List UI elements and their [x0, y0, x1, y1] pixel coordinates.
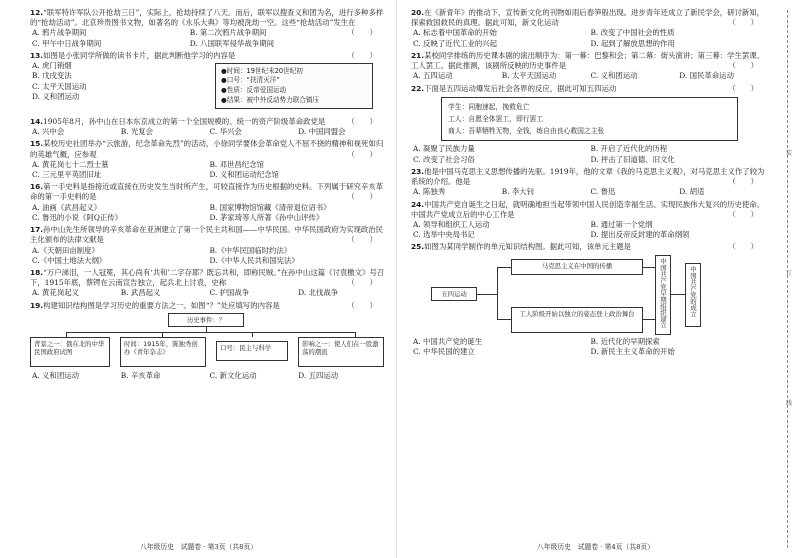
option-d[interactable]: D. 茅家琦等人所著《孙中山评传》: [209, 212, 324, 222]
event-title-box: 历史事件：？: [168, 313, 244, 327]
option-b[interactable]: B. 太平天国运动: [501, 71, 557, 81]
option-a[interactable]: A. 领导和组织工人运动: [413, 219, 490, 229]
question-21-stem: 某校同学排练的历史课本剧的演出顺序为：第一幕：巴黎和会；第二幕：街头演讲；第三幕：学生罢课、工人罢工。据此推测，该剧所反映的历史事件是: [411, 50, 765, 71]
option-b[interactable]: B. 第二次鸦片战争期间: [189, 28, 267, 38]
card-line: ●性质：反帝爱国运动: [221, 85, 287, 94]
question-12-stem: “联军特许军队公开抢劫三日”，实际上，抢劫持续了八天。而后，联军以搜查义和团为名，进行多种多样的“抢劫活动”。北京珍贵图书文物，如著名的《永乐大典》等均被洗劫一空。这些“抢劫活动”发生在: [30, 8, 384, 28]
question-15: 15.某校历史社团举办“云旅游，纪念革命先烈”的活动，小徐同学要体会革命党人不屈不挠的精神和视死如归的英雄气概，应参观 （ ） A. 黄花岗七十二烈士墓 B. 邓世昌纪念馆 C. 三元里平英团旧址 D. 义和团运动纪念馆: [30, 139, 387, 180]
option-b[interactable]: B.《中华民国临时约法》: [209, 245, 292, 255]
option-c[interactable]: C. 新文化运动: [209, 370, 257, 380]
option-a[interactable]: A.《天朝田亩制度》: [32, 245, 99, 255]
binding-line: [787, 10, 788, 548]
slogan-box: 口号：民主与科学: [216, 341, 288, 361]
option-c[interactable]: C. 华兴会: [209, 127, 242, 137]
question-25: 25.如图为某同学制作的单元知识结构图。据此可知，该单元主题是 （ ） 五四运动 马克思主义在中国的传播 工人阶级开始以独立的姿态登上政治舞台 中国共产党早期组织建立 中国共产党的成立 A. 中国共产党的诞生 B. 近代化的早期探索 C. 中华民国的建立 D. 新民主主义革命的开始: [411, 242, 768, 357]
binding-mark: 订: [785, 270, 792, 277]
early-party-org-box: 中国共产党早期组织建立: [655, 255, 671, 335]
option-d[interactable]: D. 抨击了旧道德、旧文化: [590, 154, 675, 164]
option-b[interactable]: B. 通过第一个党纲: [590, 219, 653, 229]
connector: [643, 267, 655, 268]
answer-paren[interactable]: （ ）: [728, 177, 758, 187]
answer-paren[interactable]: （ ）: [347, 278, 377, 288]
option-a[interactable]: A. 黄花岗七十二烈士墓: [32, 159, 109, 169]
answer-paren[interactable]: （ ）: [728, 61, 758, 71]
answer-paren[interactable]: （ ）: [728, 83, 758, 93]
answer-paren[interactable]: （ ）: [347, 28, 377, 38]
answer-paren[interactable]: （ ）: [728, 242, 758, 252]
option-c[interactable]: C.《中国土地法大纲》: [32, 255, 107, 265]
option-d[interactable]: D. 起到了解放思想的作用: [590, 38, 675, 48]
question-24: 24.中国共产党自诞生之日起，就明确地担当起带领中国人民创造幸福生活、实现民族伟大复兴的历史使命。中国共产党成立后的中心工作是 （ ） A. 领导和组织工人运动 B. 通过第一个党纲 C. 选举中央局书记 D. 提出反帝反封建的革命纲领: [411, 200, 768, 241]
option-b[interactable]: B. 改变了中国社会的性质: [590, 28, 675, 38]
option-d[interactable]: D. 五四运动: [298, 370, 339, 380]
question-15-stem: 某校历史社团举办“云旅游，纪念革命先烈”的活动，小徐同学要体会革命党人不屈不挠的精神和视死如归的英雄气概，应参观: [30, 139, 384, 159]
option-a[interactable]: A. 鸦片战争期间: [32, 28, 87, 38]
card-line: ●口号：“扶清灭洋”: [221, 76, 280, 85]
option-b[interactable]: B. 开启了近代化的历程: [590, 144, 668, 154]
page-footer: 八年级历史 试题卷 · 第3页（共8页）: [139, 542, 258, 551]
question-14-stem: 1905年8月，孙中山在日本东京成立的第一个全国规模的、统一的资产阶级革命政党是: [43, 116, 326, 126]
option-d[interactable]: D. 国民革命运动: [679, 71, 734, 81]
option-d[interactable]: D. 义和团运动: [32, 91, 80, 101]
binding-mark: 装: [785, 150, 792, 157]
answer-paren[interactable]: （ ）: [347, 300, 377, 310]
question-22: 22.下面是五四运动爆发后社会各界的反应，据此可知五四运动 （ ） 学生：同胞速起，挽救危亡 工人：自愿全体罢工，即行罢工 商人：吾辈牺牲无物，全钱，练自由良心救国之主张 A. 凝聚了民族力量 B. 开启了近代化的历程 C. 改变了社会习俗 D. 抨击了旧道德、旧文化: [411, 84, 768, 165]
option-b[interactable]: B. 辛亥革命: [120, 370, 161, 380]
time-box: 时间：1915年，陈独秀创办《青年杂志》: [120, 337, 206, 367]
connector: [671, 294, 685, 295]
question-12: 12.“联军特许军队公开抢劫三日”，实际上，抢劫持续了八天。而后，联军以搜查义和团为名，进行多种多样的“抢劫活动”。北京珍贵图书文物，如著名的《永乐大典》等均被洗劫一空。这些“抢劫活动”发生在 （ ） A. 鸦片战争期间 B. 第二次鸦片战争期间 C. 甲午中日战争期间 D. 八国联军侵华战争期间: [30, 8, 384, 48]
option-d[interactable]: D. 中国同盟会: [298, 127, 346, 137]
question-24-stem: 中国共产党自诞生之日起，就明确地担当起带领中国人民创造幸福生活、实现民族伟大复兴的历史使命。中国共产党成立后的中心工作是: [411, 199, 765, 219]
connector: [497, 319, 511, 320]
page-footer: 八年级历史 试题卷 · 第4页（共8页）: [536, 542, 655, 551]
option-c[interactable]: C. 护国战争: [209, 288, 250, 298]
question-18: 18.“万户涕泪，一人冠冕，其心尚有‘共和’二字存耶？既忘共和，即称民贼。”在孙中山这篇《讨袁檄文》号召下，1915年底，蔡锷在云南宣告独立，起兵北上讨袁，史称 （ ） A. 黄花岗起义 B. 武昌起义 C. 护国战争 D. 北伐战争: [30, 268, 387, 299]
question-13-stem: 如图是小张同学所做的读书卡片，据此判断他学习的内容是: [43, 50, 236, 60]
option-a[interactable]: A. 标志着中国革命的开始: [413, 28, 497, 38]
option-d[interactable]: D.《中华人民共和国宪法》: [209, 255, 299, 265]
quotes-box: [441, 97, 738, 142]
option-b[interactable]: B. 国家博物馆馆藏《清帝退位诏书》: [209, 202, 331, 212]
card-line: ●时间：19世纪末20世纪初: [221, 66, 303, 75]
option-b[interactable]: B. 近代化的早期探索: [590, 336, 660, 346]
option-c[interactable]: C. 中华民国的建立: [413, 346, 475, 356]
question-20-stem: 在《新青年》的推动下，宣传新文化的刊物如雨后春笋般出现。进步青年还成立了新民学会，研讨新知，探索救国救民的真理。据此可知，新文化运动: [411, 8, 765, 28]
quote-workers: 工人：自愿全体罢工，即行罢工: [448, 114, 544, 123]
option-a[interactable]: A. 五四运动: [413, 71, 453, 81]
option-d[interactable]: D. 胡适: [679, 187, 705, 197]
option-c[interactable]: C. 鲁迅的小说《阿Q正传》: [32, 212, 123, 222]
option-b[interactable]: B. 戊戌变法: [32, 71, 72, 81]
question-21: 21.某校同学排练的历史课本剧的演出顺序为：第一幕：巴黎和会；第二幕：街头演讲；第三幕：学生罢课、工人罢工。据此推测，该剧所反映的历史事件是 （ ） A. 五四运动 B. 太平天国运动 C. 义和团运动 D. 国民革命运动: [411, 51, 768, 82]
question-17-stem: 孙中山先生所领导的辛亥革命在亚洲建立了第一个民主共和国——中华民国。中华民国政府为实现政治民主化颁布的法律文献是: [30, 225, 384, 245]
question-13: 13.如图是小张同学所做的读书卡片，据此判断他学习的内容是 （ ） ●时间：19世纪末20世纪初 ●口号：“扶清灭洋” ●性质：反帝爱国运动 ●结果：被中外反动势力联合镇压 A. 虎门销烟 B. 戊戌变法 C. 太平天国运动 D. 义和团运动: [30, 51, 387, 115]
connector: [497, 267, 498, 319]
option-c[interactable]: C. 义和团运动: [590, 71, 638, 81]
question-20: 20.在《新青年》的推动下，宣传新文化的刊物如雨后春笋般出现。进步青年还成立了新民学会，研讨新知，探索救国救民的真理。据此可知，新文化运动 （ ） A. 标志着中国革命的开始 B. 改变了中国社会的性质 C. 反映了近代工业的兴起 D. 起到了解放思想的作用: [411, 8, 768, 49]
question-16: 16.第一手史料是指接近或直接在历史发生当时所产生，可较直接作为历史根据的史料。下列属于研究辛亥革命的第一手史料的是 （ ） A. 油画《武昌起义》 B. 国家博物馆馆藏《清帝退位诏书》 C. 鲁迅的小说《阿Q正传》 D. 茅家琦等人所著《孙中山评传》: [30, 182, 387, 223]
answer-paren[interactable]: （ ）: [347, 50, 377, 60]
option-b[interactable]: B. 邓世昌纪念馆: [209, 159, 264, 169]
question-16-stem: 第一手史料是指接近或直接在历史发生当时所产生，可较直接作为历史根据的史料。下列属于研究辛亥革命的第一手史料的是: [30, 182, 384, 202]
option-c[interactable]: C. 甲午中日战争期间: [32, 38, 102, 48]
option-b[interactable]: B. 光复会: [120, 127, 154, 137]
question-14: 14.1905年8月，孙中山在日本东京成立的第一个全国规模的、统一的资产阶级革命政党是 （ ） A. 兴中会 B. 光复会 C. 华兴会 D. 中国同盟会: [30, 117, 387, 137]
background-box: 背景之一：俄在北的中华民国政府试图: [30, 337, 110, 367]
question-23: 23.他是中国马克思主义思想传播的先驱。1919年，他的文章《我的马克思主义观》，对马克思主义作了较为系统的介绍。他是 （ ） A. 陈独秀 B. 李大钊 C. 鲁迅 D. 胡适: [411, 167, 768, 198]
option-a[interactable]: A. 中国共产党的诞生: [413, 336, 483, 346]
reading-card: [215, 63, 373, 109]
unit-structure-diagram: [411, 255, 768, 335]
connector: [252, 332, 253, 337]
working-class-box: 工人阶级开始以独立的姿态登上政治舞台: [511, 307, 643, 333]
impact-box: 影响之一：使人们在一股激荡的潮流: [298, 337, 384, 367]
option-d[interactable]: D. 八国联军侵华战争期间: [189, 38, 274, 48]
party-founding-box: 中国共产党的成立: [685, 263, 701, 327]
option-a[interactable]: A. 虎门销烟: [32, 61, 72, 71]
right-page: [397, 0, 794, 558]
option-c[interactable]: C. 三元里平英团旧址: [32, 169, 102, 179]
option-a[interactable]: A. 油画《武昌起义》: [32, 202, 102, 212]
question-17: 17.孙中山先生所领导的辛亥革命在亚洲建立了第一个民主共和国——中华民国。中华民国政府为实现政治民主化颁布的法律文献是 （ ） A.《天朝田亩制度》 B.《中华民国临时约法》 C.《中国土地法大纲》 D.《中华人民共和国宪法》: [30, 225, 387, 266]
question-23-stem: 他是中国马克思主义思想传播的先驱。1919年，他的文章《我的马克思主义观》，对马克思主义作了较为系统的介绍。他是: [411, 166, 765, 187]
knowledge-diagram: [30, 313, 387, 369]
option-c[interactable]: C. 鲁迅: [590, 187, 616, 197]
marxism-spread-box: 马克思主义在中国的传播: [511, 259, 643, 275]
answer-paren[interactable]: （ ）: [728, 209, 758, 219]
connector: [497, 267, 511, 268]
connector: [477, 294, 497, 295]
option-a[interactable]: A. 黄花岗起义: [32, 288, 79, 298]
option-a[interactable]: A. 兴中会: [32, 127, 65, 137]
option-a[interactable]: A. 义和团运动: [32, 370, 79, 380]
may-fourth-box: 五四运动: [431, 287, 477, 301]
question-19: 19.构建知识结构图是学习历史的重要方法之一。如图“？”处应填写的内容是 （ ） 历史事件：？ 背景之一：俄在北的中华民国政府试图 时间：1915年，陈独秀创办《青年杂志》 口号：民主与科学 影响之一：使人们在一股激荡的潮流 A. 义和团运动 B. 辛亥革命 C. 新文化运动 D. 五四运动: [30, 301, 387, 381]
question-19-stem: 构建知识结构图是学习历史的重要方法之一。如图“？”处应填写的内容是: [43, 300, 280, 310]
option-d[interactable]: D. 义和团运动纪念馆: [209, 169, 279, 179]
option-d[interactable]: D. 新民主主义革命的开始: [590, 346, 675, 356]
option-c[interactable]: C. 选举中央局书记: [413, 230, 475, 240]
option-b[interactable]: B. 李大钊: [501, 187, 535, 197]
card-line: ●结果：被中外反动势力联合镇压: [221, 95, 320, 104]
option-a[interactable]: A. 陈独秀: [413, 187, 446, 197]
answer-paren[interactable]: （ ）: [347, 116, 377, 126]
option-c[interactable]: C. 太平天国运动: [32, 81, 87, 91]
answer-paren[interactable]: （ ）: [347, 235, 377, 245]
answer-paren[interactable]: （ ）: [347, 149, 377, 159]
binding-mark: 线: [785, 400, 792, 407]
quote-merchants: 商人：吾辈牺牲无物，全钱，练自由良心救国之主张: [448, 127, 605, 136]
option-d[interactable]: D. 提出反帝反封建的革命纲领: [590, 230, 690, 240]
connector: [643, 319, 655, 320]
quote-students: 学生：同胞速起，挽救危亡: [448, 102, 530, 111]
option-d[interactable]: D. 北伐战争: [298, 288, 339, 298]
answer-paren[interactable]: （ ）: [347, 192, 377, 202]
option-c[interactable]: C. 改变了社会习俗: [413, 154, 475, 164]
question-18-stem: “万户涕泪，一人冠冕，其心尚有‘共和’二字存耶？既忘共和，即称民贼。”在孙中山这篇《讨袁檄文》号召下，1915年底，蔡锷在云南宣告独立，起兵北上讨袁，史称: [30, 267, 385, 288]
connector: [66, 332, 356, 333]
option-a[interactable]: A. 凝聚了民族力量: [413, 144, 475, 154]
answer-paren[interactable]: （ ）: [728, 18, 758, 28]
question-25-stem: 如图为某同学制作的单元知识结构图。据此可知，该单元主题是: [424, 242, 632, 252]
option-b[interactable]: B. 武昌起义: [120, 288, 161, 298]
option-c[interactable]: C. 反映了近代工业的兴起: [413, 38, 497, 48]
question-22-stem: 下面是五四运动爆发后社会各界的反应，据此可知五四运动: [424, 83, 617, 93]
